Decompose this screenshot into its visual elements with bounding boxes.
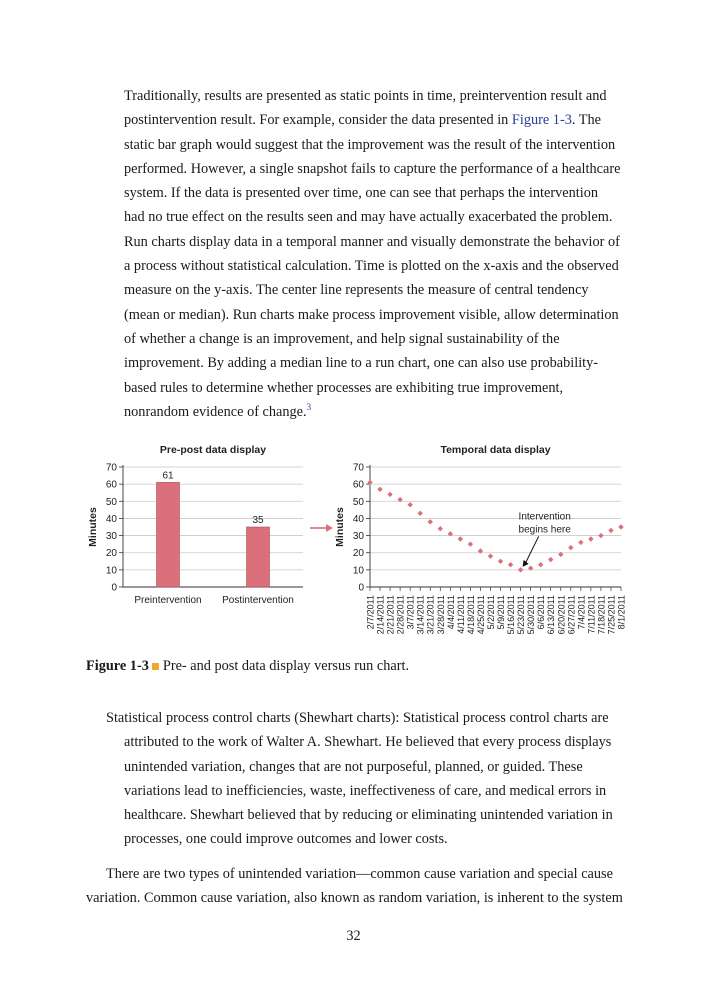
text-line: processes, one could improve outcomes and lower costs. — [124, 831, 448, 848]
caption-label: Figure 1-3 — [86, 658, 149, 674]
data-point — [407, 502, 412, 507]
data-point — [498, 559, 503, 564]
text-line: attributed to the work of Walter A. Shewhart. He believed that every process displays — [124, 734, 612, 751]
bar-chart-ytick-label: 60 — [105, 479, 117, 491]
bar-chart-ytick-label: 70 — [105, 462, 117, 474]
text-line: variation. Common cause variation, also known as random variation, is inherent to the system — [86, 890, 623, 907]
bar-chart-title: Pre-post data display — [159, 444, 267, 456]
text-line: based rules to determine whether processes are exhibiting true improvement, — [124, 379, 564, 396]
caption-text: Pre- and post data display versus run chart. — [162, 658, 410, 674]
data-point — [438, 526, 443, 531]
text-line: static bar graph would suggest that the improvement was the result of the intervention — [124, 136, 616, 153]
run-chart-xtick-label: 2/28/2011 — [395, 595, 406, 635]
data-point — [377, 487, 382, 492]
data-point — [578, 540, 583, 545]
run-chart-y-axis-label: Minutes — [334, 507, 346, 547]
annotation-label: Intervention — [518, 511, 571, 523]
run-chart-xtick-label: 2/7/2011 — [365, 595, 376, 630]
text-segment: nonrandom evidence of change. — [124, 403, 307, 420]
intro-paragraph — [124, 84, 624, 424]
text-line: Statistical process control charts (Shewhart charts): Statistical process control charts are — [106, 710, 609, 726]
run-chart-xtick-label: 7/4/2011 — [576, 595, 587, 630]
text-line: variations lead to inefficiencies, waste, ineffectiveness of care, and medical errors in — [124, 782, 607, 799]
figure-link[interactable]: Figure 1-3 — [511, 112, 572, 129]
run-chart-xtick-label: 3/7/2011 — [405, 595, 416, 630]
data-point — [618, 524, 623, 529]
text-line — [124, 108, 624, 132]
run-chart-xtick-label: 5/2/2011 — [485, 595, 496, 630]
bar-chart — [87, 444, 303, 606]
run-chart-xtick-label: 6/20/2011 — [556, 595, 567, 635]
annotation-label: begins here — [518, 524, 571, 536]
run-chart-xtick-label: 4/11/2011 — [455, 595, 466, 634]
text-line: unintended variation, changes that are not purposeful, planned, or guided. These — [124, 758, 583, 775]
data-point — [538, 562, 543, 567]
spc-paragraph — [106, 706, 626, 852]
run-chart-ytick-label: 40 — [352, 513, 364, 525]
data-point — [428, 519, 433, 524]
run-chart-ytick-label: 20 — [352, 548, 364, 560]
text-line: healthcare. Shewhart believed that by reducing or eliminating unintended variation in — [124, 807, 613, 824]
bar-chart-ytick-label: 20 — [105, 548, 117, 560]
text-line: a process without statistical calculation. Time is plotted on the x-axis and the observed — [124, 258, 619, 275]
run-chart-title: Temporal data display — [440, 444, 551, 456]
page-number: 32 — [346, 928, 361, 944]
figure-graphic — [80, 438, 640, 653]
run-chart-xtick-label: 5/23/2011 — [516, 595, 527, 635]
run-chart-xtick-label: 5/30/2011 — [526, 595, 537, 635]
run-chart-xtick-label: 4/4/2011 — [445, 595, 456, 630]
data-point — [468, 541, 473, 546]
bar-chart-ytick-label: 50 — [105, 496, 117, 508]
bar-chart-ytick-label: 40 — [105, 513, 117, 525]
run-chart-ytick-label: 60 — [352, 479, 364, 491]
data-point — [568, 545, 573, 550]
run-chart-xtick-label: 7/18/2011 — [596, 595, 607, 635]
run-chart-xtick-label: 7/11/2011 — [586, 595, 597, 634]
annotation-arrowhead — [523, 560, 529, 567]
run-chart-xtick-label: 7/25/2011 — [606, 595, 617, 635]
text-line: of whether a change is an improvement, and help signal sustainability of the — [124, 330, 560, 347]
bar — [247, 527, 270, 587]
text-line: had no true effect on the results seen and may have actually exacerbated the problem. — [124, 209, 613, 226]
data-point — [508, 562, 513, 567]
bar-chart-ytick-label: 10 — [105, 565, 117, 577]
data-point — [458, 536, 463, 541]
variation-paragraph — [86, 862, 626, 911]
data-point — [488, 553, 493, 558]
run-chart-xtick-label: 6/13/2011 — [546, 595, 557, 635]
data-point — [588, 536, 593, 541]
run-chart-xtick-label: 8/1/2011 — [616, 595, 627, 630]
text-segment: postintervention result. For example, consider the data presented in — [124, 112, 512, 129]
text-line: performed. However, a single snapshot fails to capture the performance of a healthcare — [124, 160, 621, 177]
annotation-arrow — [525, 536, 539, 565]
text-line: (mean or median). Run charts make process improvement visible, allow determination — [124, 306, 619, 323]
run-chart-xtick-label: 4/25/2011 — [475, 595, 486, 635]
run-chart-ytick-label: 30 — [352, 531, 364, 543]
run-chart-ytick-label: 0 — [358, 582, 364, 594]
run-chart-xtick-label: 5/9/2011 — [496, 595, 507, 630]
figure — [80, 438, 640, 653]
data-point — [548, 557, 553, 562]
run-chart — [334, 444, 627, 634]
run-chart-xtick-label: 5/16/2011 — [506, 595, 517, 635]
text-line: improvement. By adding a median line to a run chart, one can also use probability- — [124, 355, 599, 372]
data-point — [518, 567, 523, 572]
bar-chart-ytick-label: 0 — [111, 582, 117, 594]
text-line — [124, 400, 624, 424]
data-point — [598, 533, 603, 538]
bar-category-label: Preintervention — [134, 595, 202, 606]
bar-category-label: Postintervention — [222, 595, 294, 606]
caption-marker-icon — [152, 663, 159, 670]
text-line: There are two types of unintended variation—common cause variation and special cause — [106, 866, 613, 882]
run-chart-xtick-label: 4/18/2011 — [465, 595, 476, 635]
run-chart-xtick-label: 3/21/2011 — [425, 595, 436, 635]
text-segment: . The — [571, 112, 601, 129]
data-point — [418, 511, 423, 516]
bar — [157, 482, 180, 587]
run-chart-ytick-label: 10 — [352, 565, 364, 577]
arrow-icon — [310, 524, 333, 532]
footnote-reference[interactable]: 3 — [306, 402, 312, 413]
run-chart-xtick-label: 6/6/2011 — [536, 595, 547, 630]
bar-data-label: 61 — [162, 470, 174, 482]
data-point — [608, 528, 613, 533]
run-chart-xtick-label: 3/14/2011 — [415, 595, 426, 635]
run-chart-xtick-label: 6/27/2011 — [566, 595, 577, 635]
bar-chart-ytick-label: 30 — [105, 531, 117, 543]
figure-caption — [86, 658, 409, 675]
text-line: Run charts display data in a temporal manner and visually demonstrate the behavior of — [124, 233, 620, 250]
run-chart-xtick-label: 3/28/2011 — [435, 595, 446, 635]
text-line: system. If the data is presented over time, one can see that perhaps the intervention — [124, 185, 599, 202]
run-chart-ytick-label: 70 — [352, 462, 364, 474]
data-point — [387, 492, 392, 497]
bar-chart-y-axis-label: Minutes — [87, 507, 99, 547]
run-chart-ytick-label: 50 — [352, 496, 364, 508]
run-chart-xtick-label: 2/14/2011 — [375, 595, 386, 635]
text-line: measure on the y-axis. The center line represents the measure of central tendency — [124, 282, 589, 299]
bar-data-label: 35 — [252, 515, 264, 526]
text-line: Traditionally, results are presented as static points in time, preintervention result and — [124, 88, 607, 104]
run-chart-xtick-label: 2/21/2011 — [385, 595, 396, 635]
